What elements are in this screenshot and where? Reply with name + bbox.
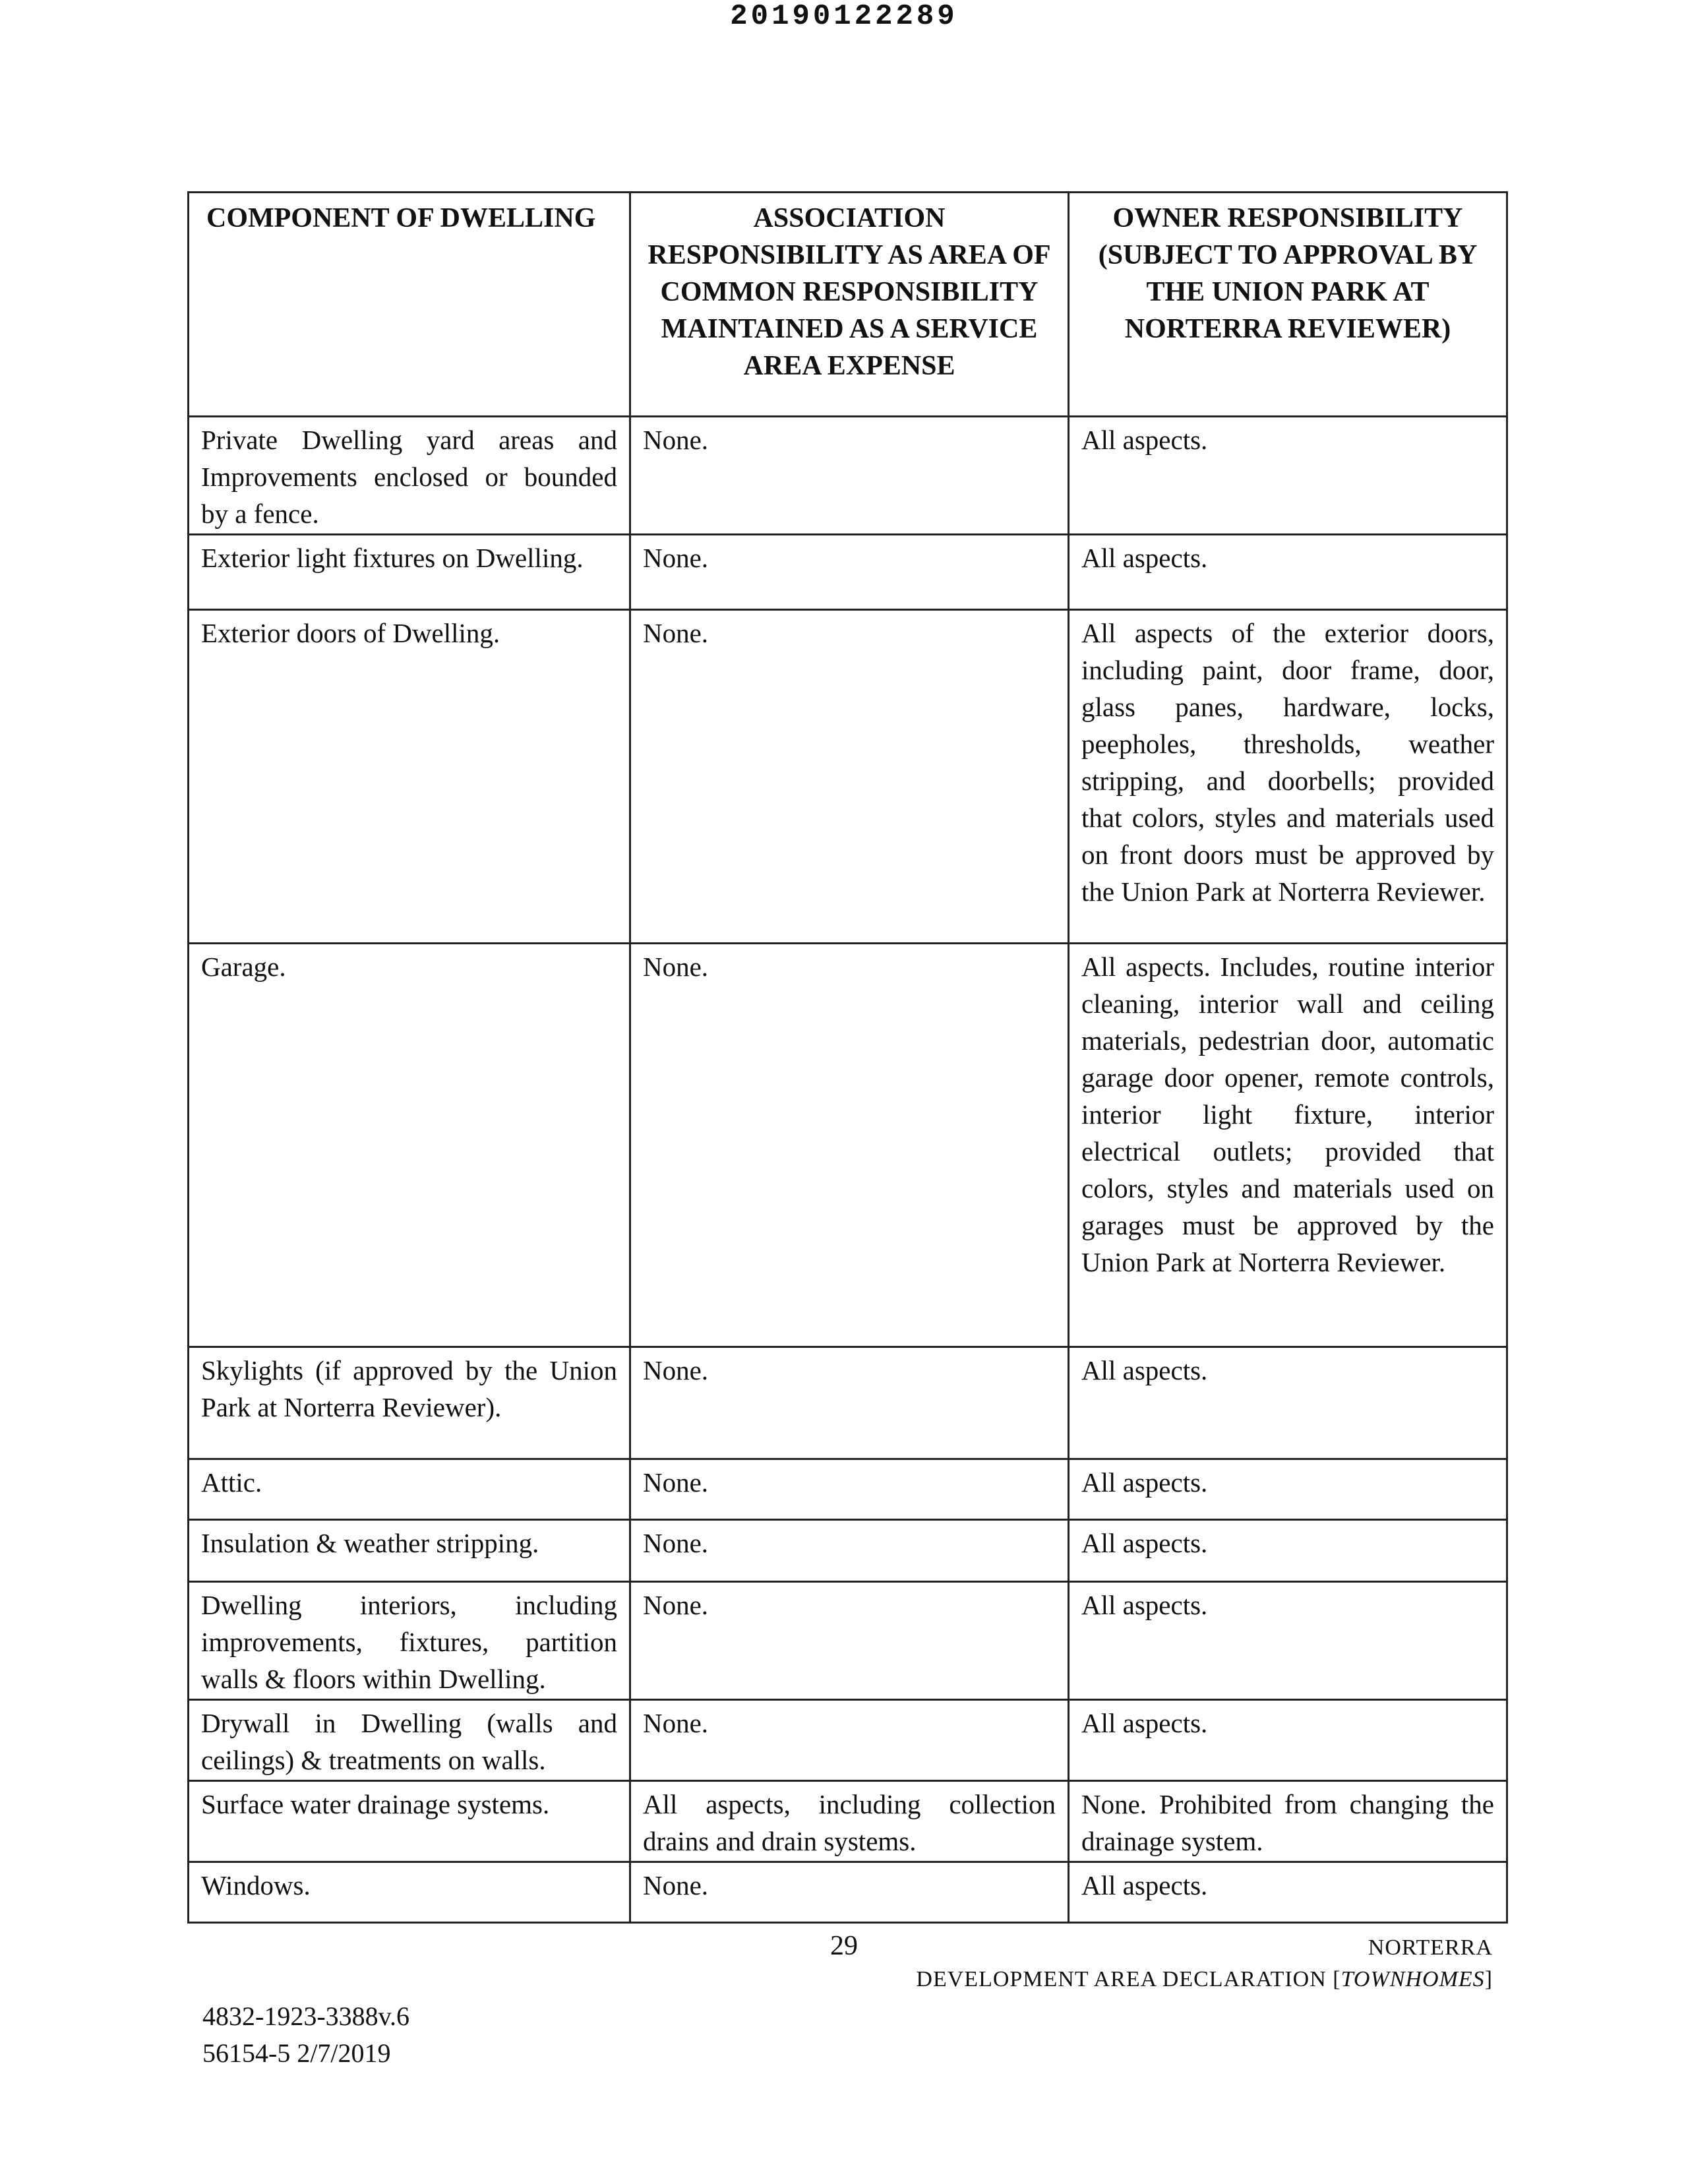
cell-owner: All aspects. xyxy=(1069,1459,1507,1520)
cell-association: All aspects, including collection drains and drain systems. xyxy=(630,1781,1069,1862)
cell-association: None. xyxy=(630,1347,1069,1459)
footer-title-suffix: ] xyxy=(1484,1967,1493,1991)
cell-association: None. xyxy=(630,944,1069,1347)
cell-association: None. xyxy=(630,1459,1069,1520)
footer-title xyxy=(916,1932,1493,1995)
footer-title-prefix: DEVELOPMENT AREA DECLARATION [ xyxy=(916,1967,1341,1991)
cell-component: Private Dwelling yard areas and Improvements enclosed or bounded by a fence. xyxy=(189,417,630,535)
table-row xyxy=(189,1459,1507,1520)
table-row xyxy=(189,535,1507,610)
cell-component: Garage. xyxy=(189,944,630,1347)
header-component: COMPONENT OF DWELLING xyxy=(189,193,630,417)
cell-owner: All aspects. xyxy=(1069,1347,1507,1459)
table-row xyxy=(189,417,1507,535)
table-row xyxy=(189,1781,1507,1862)
cell-association: None. xyxy=(630,535,1069,610)
cell-component: Dwelling interiors, including improvements, fixtures, partition walls & floors within Dwelling. xyxy=(189,1582,630,1700)
cell-component: Insulation & weather stripping. xyxy=(189,1520,630,1582)
footer-doc-version: 4832-1923-3388v.6 xyxy=(202,2001,410,2031)
table-row xyxy=(189,1862,1507,1923)
cell-component: Attic. xyxy=(189,1459,630,1520)
cell-owner: All aspects of the exterior doors, including paint, door frame, door, glass panes, hardware, locks, peepholes, thresholds, weather stripping, and doorbells; provided that colors, styles and materials used on front doors must be approved by the Union Park at Norterra Reviewer. xyxy=(1069,610,1507,944)
cell-association: None. xyxy=(630,1582,1069,1700)
recording-number: 20190122289 xyxy=(730,0,958,33)
table-row xyxy=(189,944,1507,1347)
cell-association: None. xyxy=(630,1520,1069,1582)
cell-owner: All aspects. xyxy=(1069,417,1507,535)
table-row xyxy=(189,1347,1507,1459)
cell-component: Drywall in Dwelling (walls and ceilings) & treatments on walls. xyxy=(189,1700,630,1781)
footer-title-line1: NORTERRA xyxy=(1368,1935,1493,1960)
cell-owner: All aspects. xyxy=(1069,535,1507,610)
cell-component: Windows. xyxy=(189,1862,630,1923)
footer-title-line2 xyxy=(916,1964,1493,1995)
table-row xyxy=(189,1700,1507,1781)
cell-component: Surface water drainage systems. xyxy=(189,1781,630,1862)
table-row xyxy=(189,610,1507,944)
cell-association: None. xyxy=(630,417,1069,535)
cell-association: None. xyxy=(630,1700,1069,1781)
cell-owner: All aspects. xyxy=(1069,1700,1507,1781)
table-row xyxy=(189,1582,1507,1700)
cell-component: Exterior doors of Dwelling. xyxy=(189,610,630,944)
table-header-row xyxy=(189,193,1507,417)
cell-component: Exterior light fixtures on Dwelling. xyxy=(189,535,630,610)
responsibility-table xyxy=(187,191,1508,1924)
cell-association: None. xyxy=(630,1862,1069,1923)
cell-owner: None. Prohibited from changing the drainage system. xyxy=(1069,1781,1507,1862)
header-owner: OWNER RESPONSIBILITY (SUBJECT TO APPROVAL BY THE UNION PARK AT NORTERRA REVIEWER) xyxy=(1069,193,1507,417)
cell-owner: All aspects. xyxy=(1069,1862,1507,1923)
cell-association: None. xyxy=(630,610,1069,944)
cell-owner: All aspects. Includes, routine interior cleaning, interior wall and ceiling materials, pedestrian door, automatic garage door opener, remote controls, interior light fixture, interior electrical outlets; provided that colors, styles and materials used on garages must be approved by the Union Park at Norterra Reviewer. xyxy=(1069,944,1507,1347)
header-association: ASSOCIATION RESPONSIBILITY AS AREA OF COMMON RESPONSIBILITY MAINTAINED AS A SERVICE AREA EXPENSE xyxy=(630,193,1069,417)
footer-title-italic: TOWNHOMES xyxy=(1341,1967,1485,1991)
table-row xyxy=(189,1520,1507,1582)
cell-component: Skylights (if approved by the Union Park at Norterra Reviewer). xyxy=(189,1347,630,1459)
footer-doc-date: 56154-5 2/7/2019 xyxy=(202,2038,391,2068)
footer-doc-ids xyxy=(202,1998,409,2072)
cell-owner: All aspects. xyxy=(1069,1520,1507,1582)
page-number: 29 xyxy=(830,1931,858,1961)
cell-owner: All aspects. xyxy=(1069,1582,1507,1700)
